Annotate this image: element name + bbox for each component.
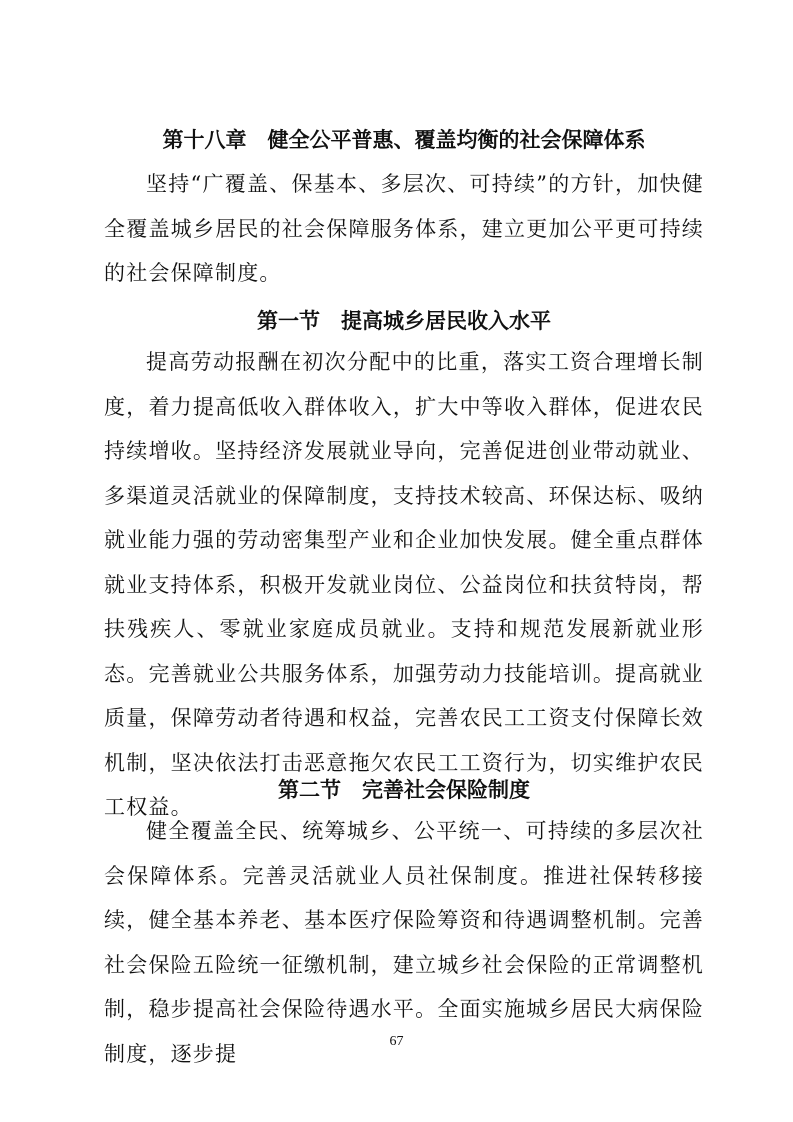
section-2-paragraph: 健全覆盖全民、统筹城乡、公平统一、可持续的多层次社会保障体系。完善灵活就业人员社保制度。推进社保转移接续，健全基本养老、基本医疗保险筹资和待遇调整机制。完善社会保险五险统一征缴机制，建立城乡社会保险的正常调整机制，稳步提高社会保险待遇水平。全面实施城乡居民大病保险制度，逐步提 [104, 819, 704, 1066]
section-1-paragraph: 提高劳动报酬在初次分配中的比重，落实工资合理增长制度，着力提高低收入群体收入，扩大中等收入群体，促进农民持续增收。坚持经济发展就业导向，完善促进创业带动就业、多渠道灵活就业的保障制度，支持技术较高、环保达标、吸纳就业能力强的劳动密集型产业和企业加快发展。健全重点群体就业支持体系，积极开发就业岗位、公益岗位和扶贫特岗，帮扶残疾人、零就业家庭成员就业。支持和规范发展新就业形态。完善就业公共服务体系，加强劳动力技能培训。提高就业质量，保障劳动者待遇和权益，完善农民工工资支付保障长效机制，坚决依法打击恶意拖欠农民工工资行为，切实维护农民工权益。 [104, 350, 704, 819]
chapter-intro-paragraph: 坚持“广覆盖、保基本、多层次、可持续”的方针，加快健全覆盖城乡居民的社会保障服务体系，建立更加公平更可持续的社会保障制度。 [104, 172, 704, 285]
section-1-title: 第一节 提高城乡居民收入水平 [257, 308, 551, 333]
page-number: 67 [389, 1034, 404, 1049]
chapter-title: 第十八章 健全公平普惠、覆盖均衡的社会保障体系 [162, 127, 646, 152]
section-2-title: 第二节 完善社会保险制度 [278, 777, 530, 802]
